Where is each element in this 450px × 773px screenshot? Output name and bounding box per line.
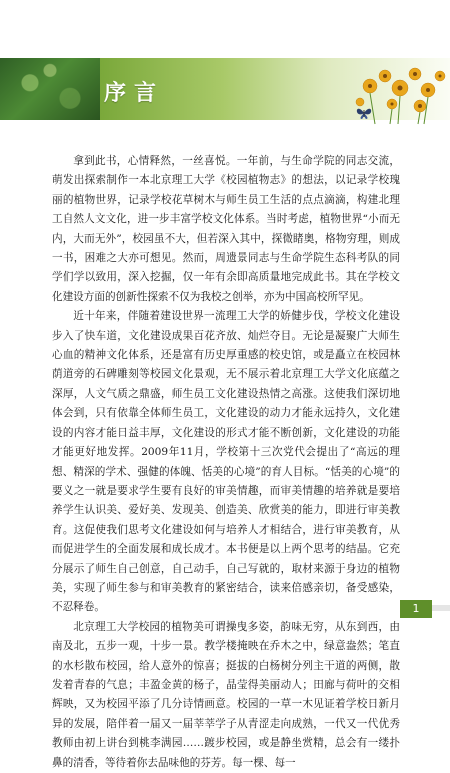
paragraph-3: 北京理工大学校园的植物美可谓操曳多姿，韵味无穷，从东到西，由南及北，五步一观，十步一景。教学楼掩映在乔木之中，绿意盎然；笔直的水杉散布校园，给人意外的惊喜；挺拔的白杨树分列主干道的两侧，散发着青春的气息；丰盈金黄的杨子，晶莹得美丽动人；田廊与荷叶的交相辉映，又为校园平添了几分诗情画意。校园的一草一木见证着学校日新月异的发展，陪伴着一届又一届莘莘学子从青涩走向成熟，一代又一代优秀教师由初上讲台到桃李满园……踱步校园，或是静坐赏精，总会有一缕扑鼻的清香，等待着你去品味他的芬芳。每一棵、每一 bbox=[52, 620, 400, 769]
page-number-rule bbox=[432, 605, 450, 611]
preface-body bbox=[52, 152, 400, 773]
paragraph-1: 拿到此书，心情释然，一丝喜悦。一年前，与生命学院的同志交流，萌发出探索制作一本北京理工大学《校园植物志》的想法，以记录学校瑰丽的植物世界，记录学校花草树木与师生员工生活的点点滴滴，构建北理工自然人文文化，进一步丰富学校文化体系。当时考虑，植物世界“小而无内，大而无外”，校园虽不大，但若深入其中，探微睹奥，格物穷理，则成一书，困难之大亦可想见。然而，周遗景同志与生命学院生态科考队的同学们学以致用，深入挖掘，仅一年有余即高质量地完成此书。其在学校文化建设方面的创新性探索不仅为我校之创举，亦为中国高校所罕见。 bbox=[52, 155, 400, 303]
chapter-header bbox=[0, 58, 450, 120]
header-plant-photo bbox=[0, 58, 100, 120]
butterfly-icon bbox=[356, 106, 372, 120]
chapter-title: 序言 bbox=[104, 80, 165, 106]
page-number: 1 bbox=[412, 602, 420, 615]
paragraph-2: 近十年来，伴随着建设世界一流理工大学的娇健步伐，学校文化建设步入了快车道，文化建设成果百花齐放、灿烂夺目。无论是凝聚广大师生心血的精神文化体系，还是富有历史厚重感的校史馆，或是矗立在校园林荫道旁的石碑雕刻等校园文化景观，无不展示着北京理工大学文化底蕴之深厚，人文气质之鼎盛，师生员工文化建设热情之高涨。这使我们深切地体会到，只有依靠全体师生员工，文化建设的动力才能永远持久，文化建设的内容才能日益丰厚，文化建设的形式才能不断创新，文化建设的功能才能更好地发挥。2009年11月，学校第十三次党代会提出了“高远的理想、精深的学术、强健的体魄、恬美的心境”的育人目标。“恬美的心境”的要义之一就是要求学生要有良好的审美情趣，而审美情趣的培养就是要培养学生认识美、爱好美、发现美、创造美、欣赏美的能力，即进行审美教育。这促使我们思考文化建设如何与培养人才相结合，进行审美教育，从而促进学生的全面发展和成长成才。本书便是以上两个思考的结晶。它充分展示了师生自己创意，自己动手，自己写就的，取材来源于身边的植物美，实现了师生参与和审美教育的紧密结合，读来倍感亲切，备受感染，不忍释卷。 bbox=[52, 310, 400, 614]
